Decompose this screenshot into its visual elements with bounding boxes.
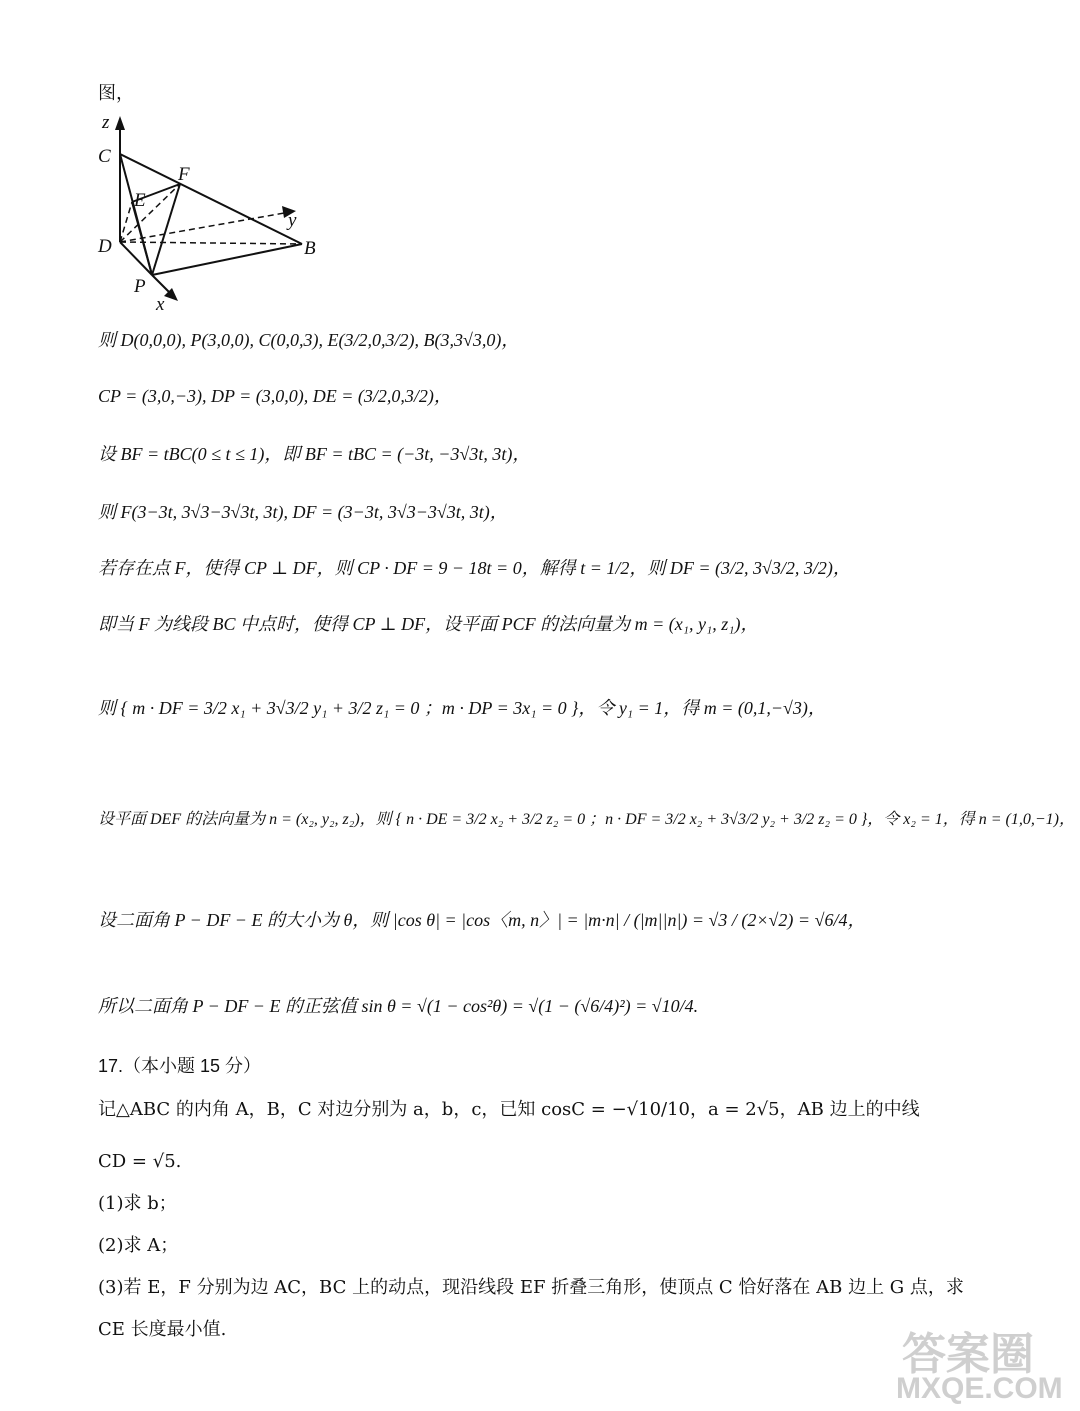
label-C: C	[98, 146, 111, 167]
problem-header: 17.（本小题 15 分）	[98, 1056, 262, 1076]
solution-line-9: 设二面角 P − DF − E 的大小为 θ，则 |cos θ| = |cos〈m, n〉| = |m·n| / (|m||n|) = √3 / (2×√2) = √6/4，	[98, 910, 866, 930]
y-axis	[120, 212, 290, 242]
label-D: D	[98, 236, 112, 257]
watermark-logo: 答案圈	[902, 1330, 1034, 1379]
question-2: (2)求 A；	[98, 1235, 179, 1256]
watermark-url: MXQE.COM	[896, 1372, 1063, 1405]
solution-line-7: 则 { m · DF = 3/2 x₁ + 3√3/2 y₁ + 3/2 z₁ = 0 ；m · DP = 3x₁ = 0 }，令 y₁ = 1，得 m = (0,1,−√3)，	[98, 698, 826, 718]
label-F: F	[178, 164, 190, 185]
solution-line-10: 所以二面角 P − DF − E 的正弦值 sin θ = √(1 − cos²θ) = √(1 − (√6/4)²) = √10/4.	[98, 996, 699, 1016]
geometry-figure	[92, 112, 332, 312]
solution-line-3: 设 BF = tBC(0 ≤ t ≤ 1)，即 BF = tBC = (−3t, −3√3t, 3t)，	[98, 444, 531, 464]
solution-line-4: 则 F(3−3t, 3√3−3√3t, 3t), DF = (3−3t, 3√3−3√3t, 3t)，	[98, 502, 508, 522]
label-x: x	[156, 294, 165, 312]
label-P: P	[134, 276, 146, 297]
question-3-line-2: CE 长度最小值.	[98, 1319, 227, 1340]
label-B: B	[304, 238, 316, 259]
label-y: y	[288, 210, 297, 231]
solution-line-5: 若存在点 F，使得 CP ⊥ DF，则 CP · DF = 9 − 18t = 0，解得 t = 1/2，则 DF = (3/2, 3√3/2, 3/2)，	[98, 558, 851, 578]
solution-line-8: 设平面 DEF 的法向量为 n = (x₂, y₂, z₂)，则 { n · DE = 3/2 x₂ + 3/2 z₂ = 0 ；n · DF = 3/2 x₂ + 3√3/2 y₂ + 3/2 z₂ = 0 }，令 x₂ = 1，得 n = (1,0,−1)，	[98, 811, 1075, 828]
problem-stem-1: 记△ABC 的内角 A，B，C 对边分别为 a，b，c，已知 cosC = −√10/10，a = 2√5，AB 边上的中线	[98, 1099, 920, 1120]
label-E: E	[134, 190, 146, 211]
solution-line-6: 即当 F 为线段 BC 中点时，使得 CP ⊥ DF，设平面 PCF 的法向量为 m = (x₁, y₁, z₁)，	[98, 614, 759, 634]
intro-text: 图，	[98, 83, 134, 104]
label-z: z	[102, 112, 110, 133]
solution-line-1: 则 D(0,0,0), P(3,0,0), C(0,0,3), E(3/2,0,3/2), B(3,3√3,0)，	[98, 330, 520, 350]
problem-stem-2: CD = √5.	[98, 1151, 182, 1172]
z-arrowhead	[115, 116, 125, 130]
question-3-line-1: (3)若 E，F 分别为边 AC，BC 上的动点，现沿线段 EF 折叠三角形，使顶点 C 恰好落在 AB 边上 G 点，求	[98, 1277, 964, 1298]
solution-line-2: CP = (3,0,−3), DP = (3,0,0), DE = (3/2,0,3/2)，	[98, 386, 452, 406]
question-1: (1)求 b；	[98, 1193, 177, 1214]
